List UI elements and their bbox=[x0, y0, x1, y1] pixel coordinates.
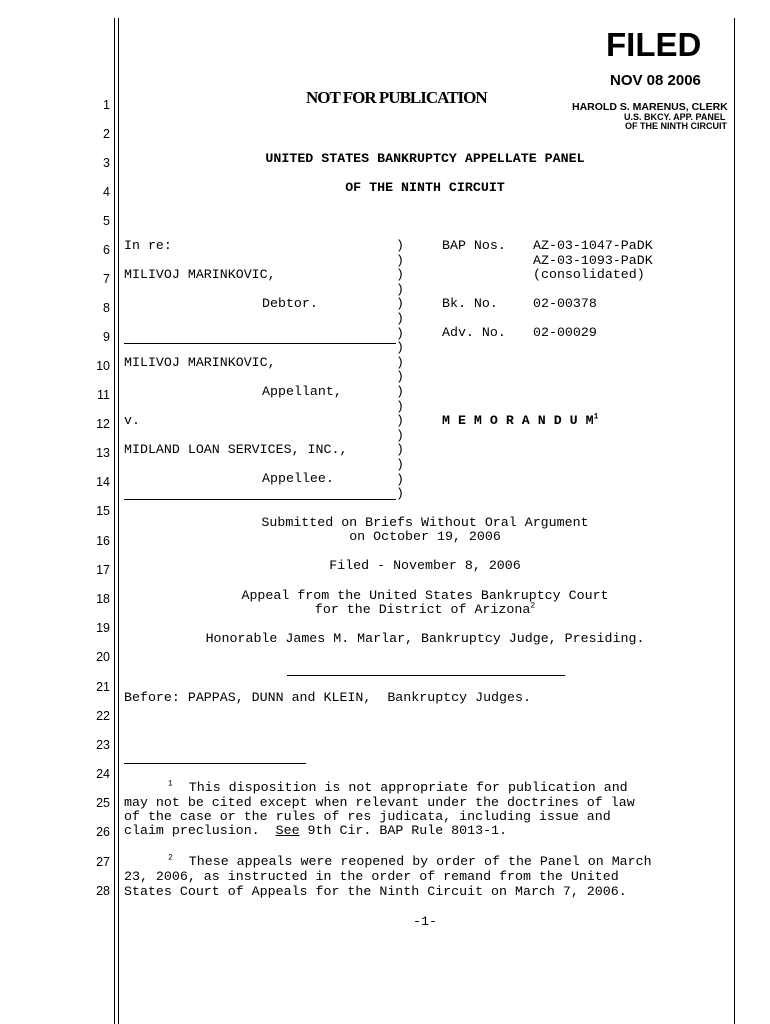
court-title-line1: UNITED STATES BANKRUPTCY APPELLATE PANEL bbox=[265, 151, 585, 166]
caption-paren: ) bbox=[396, 267, 404, 282]
filed-date: NOV 08 2006 bbox=[610, 72, 701, 89]
line-number: 21 bbox=[96, 680, 110, 694]
circuit-name: OF THE NINTH CIRCUIT bbox=[625, 121, 727, 131]
caption-paren: ) bbox=[396, 253, 404, 268]
bk-number: 02-00378 bbox=[533, 296, 597, 311]
footnote-2-line3: States Court of Appeals for the Ninth Circuit on March 7, 2006. bbox=[124, 884, 627, 899]
footnote-2-line2: 23, 2006, as instructed in the order of remand from the United bbox=[124, 869, 619, 884]
caption-paren: ) bbox=[396, 457, 404, 472]
court-title-line2: OF THE NINTH CIRCUIT bbox=[345, 180, 505, 195]
footnote-rule bbox=[124, 763, 306, 764]
appellee-label: Appellee. bbox=[262, 471, 334, 486]
line-number: 11 bbox=[97, 388, 110, 402]
line-number: 23 bbox=[96, 738, 110, 752]
appeal-line2: for the District of Arizona$^2$ bbox=[314, 601, 536, 617]
line-number: 24 bbox=[96, 767, 110, 781]
submitted-line1: Submitted on Briefs Without Oral Argument bbox=[261, 515, 589, 530]
line-number: 18 bbox=[96, 592, 110, 606]
line-number: 17 bbox=[96, 563, 110, 577]
adv-number: 02-00029 bbox=[533, 325, 597, 340]
page-number: -1- bbox=[413, 914, 437, 929]
line-number: 2 bbox=[103, 127, 110, 141]
consolidated-note: (consolidated) bbox=[533, 267, 645, 282]
footnote-ref-2: 2 bbox=[530, 601, 536, 611]
publication-notice: NOT FOR PUBLICATION bbox=[306, 88, 487, 107]
appellant-name: MILIVOJ MARINKOVIC, bbox=[124, 355, 276, 370]
caption-paren: ) bbox=[396, 472, 404, 487]
footnote-1-line3: of the case or the rules of res judicata, including issue and bbox=[124, 809, 611, 824]
caption-paren: ) bbox=[396, 413, 404, 428]
filed-line: Filed - November 8, 2006 bbox=[329, 558, 521, 573]
bap-number-2: AZ-03-1093-PaDK bbox=[533, 253, 653, 268]
line-number: 27 bbox=[96, 855, 110, 869]
panel-name: U.S. BKCY. APP. PANEL bbox=[624, 112, 726, 122]
line-number: 14 bbox=[96, 475, 110, 489]
line-number: 9 bbox=[103, 330, 110, 344]
caption-paren: ) bbox=[396, 238, 404, 253]
line-number: 20 bbox=[96, 650, 110, 664]
line-number: 22 bbox=[96, 709, 110, 723]
appellee-name: MIDLAND LOAN SERVICES, INC., bbox=[124, 442, 348, 457]
line-number: 1 bbox=[103, 98, 110, 112]
debtor-label: Debtor. bbox=[262, 296, 318, 311]
line-number: 26 bbox=[96, 825, 110, 839]
line-number: 28 bbox=[96, 884, 110, 898]
caption-paren: ) bbox=[396, 296, 404, 311]
filed-title: FILED bbox=[606, 26, 702, 63]
bap-label: BAP Nos. bbox=[442, 238, 506, 253]
before-judges: Before: PAPPAS, DUNN and KLEIN, Bankruptcy Judges. bbox=[124, 690, 531, 705]
line-number: 3 bbox=[103, 156, 110, 170]
adv-label: Adv. No. bbox=[442, 325, 506, 340]
footnote-1-line2: may not be cited except when relevant under the doctrines of law bbox=[124, 795, 635, 810]
line-number: 15 bbox=[96, 504, 110, 518]
caption-paren: ) bbox=[396, 326, 404, 341]
submitted-line2: on October 19, 2006 bbox=[349, 529, 501, 544]
line-number: 19 bbox=[96, 621, 110, 635]
appeal-line1: Appeal from the United States Bankruptcy Court bbox=[241, 588, 609, 603]
line-number: 5 bbox=[103, 214, 110, 228]
caption-paren: ) bbox=[396, 282, 404, 297]
caption-divider bbox=[124, 343, 396, 344]
caption-paren: ) bbox=[396, 311, 404, 326]
line-number: 7 bbox=[103, 272, 110, 286]
see-signal: See bbox=[275, 823, 300, 838]
bk-label: Bk. No. bbox=[442, 296, 498, 311]
line-number: 8 bbox=[103, 301, 110, 315]
footnote-ref-1: 1 bbox=[593, 412, 599, 422]
line-number: 13 bbox=[96, 446, 110, 460]
line-number: 16 bbox=[96, 534, 110, 548]
caption-paren: ) bbox=[396, 384, 404, 399]
separator-rule bbox=[287, 675, 565, 676]
caption-paren: ) bbox=[396, 355, 404, 370]
clerk-name: HAROLD S. MARENUS, CLERK bbox=[572, 101, 728, 113]
left-margin-rule-outer bbox=[114, 18, 115, 1024]
line-number: 12 bbox=[96, 417, 110, 431]
footnote-1-line1: $^1$ This disposition is not appropriate for publication and bbox=[168, 779, 628, 795]
line-number: 6 bbox=[103, 243, 110, 257]
versus: v. bbox=[124, 413, 140, 428]
footnote-2-line1: $^2$ These appeals were reopened by order of the Panel on March bbox=[168, 853, 652, 869]
caption-paren: ) bbox=[396, 428, 404, 443]
right-margin-rule bbox=[734, 18, 735, 1024]
line-number: 25 bbox=[96, 796, 110, 810]
memorandum-title: M E M O R A N D U $M^1$ bbox=[442, 412, 599, 428]
caption-bottom-rule bbox=[124, 499, 396, 500]
caption-paren: ) bbox=[396, 486, 404, 501]
footnote-1-line4: claim preclusion. See 9th Cir. BAP Rule 8013-1. bbox=[124, 823, 508, 838]
presiding-judge: Honorable James M. Marlar, Bankruptcy Judge, Presiding. bbox=[205, 631, 645, 646]
caption-paren: ) bbox=[396, 340, 404, 355]
bap-number-1: AZ-03-1047-PaDK bbox=[533, 238, 653, 253]
line-number: 10 bbox=[96, 359, 110, 373]
caption-paren: ) bbox=[396, 369, 404, 384]
caption-paren: ) bbox=[396, 399, 404, 414]
appellant-label: Appellant, bbox=[262, 384, 342, 399]
debtor-name: MILIVOJ MARINKOVIC, bbox=[124, 267, 276, 282]
caption-paren: ) bbox=[396, 442, 404, 457]
left-margin-rule-inner bbox=[118, 18, 119, 1024]
in-re: In re: bbox=[124, 238, 172, 253]
line-number: 4 bbox=[103, 185, 110, 199]
